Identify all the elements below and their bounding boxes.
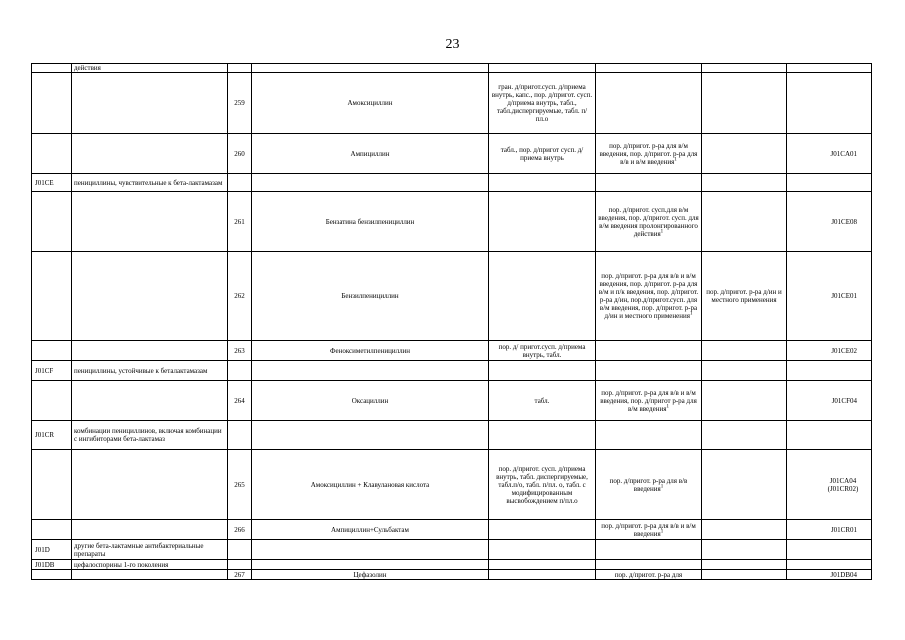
table-row — [32, 560, 872, 570]
atc-group-code — [32, 341, 72, 361]
table-row — [32, 520, 872, 540]
table-row — [32, 450, 872, 520]
injection-forms — [596, 361, 702, 381]
atc-group-code — [32, 520, 72, 540]
forms-text: пор. д/пригот. р-ра для в/в введения — [609, 476, 688, 493]
drug-name: Оксациллин — [252, 381, 489, 421]
group-name — [72, 570, 228, 580]
other-forms — [702, 421, 787, 450]
atc-group-code: J01DB — [32, 560, 72, 570]
atc-group-code — [32, 252, 72, 341]
group-name — [72, 73, 228, 134]
drug-name — [252, 174, 489, 192]
oral-forms — [489, 421, 596, 450]
drug-name: Ампициллин+Сульбактам — [252, 520, 489, 540]
forms-text: пор. д/пригот. р-ра для в/м введения, пор. д/пригот. р-ра для в/в и в/м введения — [599, 141, 698, 166]
drug-name — [252, 64, 489, 73]
oral-forms — [489, 361, 596, 381]
atc-group-code — [32, 134, 72, 174]
injection-forms: пор. д/пригот. р-ра для — [596, 570, 702, 580]
table-row — [32, 174, 872, 192]
oral-forms — [489, 520, 596, 540]
group-name: действия — [72, 64, 228, 73]
group-name: пенициллины, чувствительные к бета-лактамазам — [72, 174, 228, 192]
atc-code: J01CA04 (J01CR02) — [787, 450, 872, 520]
table-row — [32, 252, 872, 341]
table-row — [32, 570, 872, 580]
group-name: другие бета-лактамные антибактериальные препараты — [72, 540, 228, 560]
atc-code: J01CE08 — [787, 192, 872, 252]
drug-name: Ампициллин — [252, 134, 489, 174]
oral-forms — [489, 252, 596, 341]
group-name — [72, 341, 228, 361]
atc-code — [787, 540, 872, 560]
injection-forms — [596, 520, 702, 540]
forms-text: пор. д/пригот. р-ра для в/в и в/м введения — [601, 521, 696, 538]
other-forms — [702, 73, 787, 134]
footnote-mark: 1 — [660, 229, 664, 235]
drug-name — [252, 560, 489, 570]
atc-code — [787, 421, 872, 450]
table-row — [32, 134, 872, 174]
atc-code: J01CA01 — [787, 134, 872, 174]
footnote-mark: 1 — [660, 484, 664, 490]
page-number: 23 — [445, 37, 460, 52]
other-forms — [702, 192, 787, 252]
oral-forms — [489, 570, 596, 580]
footnote-mark: 1 — [674, 157, 677, 163]
injection-forms — [596, 341, 702, 361]
drug-name: Бензилпенициллин — [252, 252, 489, 341]
injection-forms — [596, 73, 702, 134]
group-name — [72, 252, 228, 341]
table-row — [32, 73, 872, 134]
group-name: комбинации пенициллинов, включая комбинации с ингибиторами бета-лактамаз — [72, 421, 228, 450]
atc-group-code — [32, 64, 72, 73]
row-number — [228, 421, 252, 450]
drug-name: Амоксициллин + Клавулановая кислота — [252, 450, 489, 520]
atc-group-code — [32, 381, 72, 421]
footnote-mark: 1 — [689, 311, 693, 317]
footnote-mark: 1 — [660, 529, 664, 535]
table-row — [32, 192, 872, 252]
oral-forms — [489, 560, 596, 570]
row-number: 267 — [228, 570, 252, 580]
injection-forms — [596, 64, 702, 73]
table-row — [32, 421, 872, 450]
row-number — [228, 560, 252, 570]
atc-code: J01CE01 — [787, 252, 872, 341]
injection-forms — [596, 560, 702, 570]
row-number: 265 — [228, 450, 252, 520]
group-name — [72, 450, 228, 520]
atc-group-code: J01CF — [32, 361, 72, 381]
injection-forms — [596, 252, 702, 341]
atc-code — [787, 64, 872, 73]
other-forms — [702, 381, 787, 421]
table-row — [32, 381, 872, 421]
oral-forms: табл., пор. д/пригот сусп. д/приема внутрь — [489, 134, 596, 174]
forms-text: пор. д/пригот. сусп.для в/м введения, пор. д/пригот. сусп. для в/м введения пролонгированного действия — [598, 205, 699, 238]
injection-forms — [596, 134, 702, 174]
atc-group-code: J01CE — [32, 174, 72, 192]
oral-forms: табл. — [489, 381, 596, 421]
group-name — [72, 381, 228, 421]
injection-forms — [596, 540, 702, 560]
other-forms — [702, 560, 787, 570]
injection-forms — [596, 174, 702, 192]
atc-code: J01CR01 — [787, 520, 872, 540]
row-number: 260 — [228, 134, 252, 174]
oral-forms: пор. д/ пригот.сусп. д/приема внутрь, табл. — [489, 341, 596, 361]
row-number: 266 — [228, 520, 252, 540]
drug-name: Амоксициллин — [252, 73, 489, 134]
atc-group-code — [32, 192, 72, 252]
drug-name: Цефазолин — [252, 570, 489, 580]
drug-name: Феноксиметилпенициллин — [252, 341, 489, 361]
other-forms — [702, 341, 787, 361]
drug-table — [31, 63, 872, 580]
atc-code: J01DB04 — [787, 570, 872, 580]
row-number: 262 — [228, 252, 252, 341]
forms-text: пор. д/пригот. р-ра для в/в и в/м введения, пор. д/пригот. р-ра для в/м и п/к введения, пор. д/пригот. р-ра д/ин, пор.д/пригот.сусп. для в/м введения, пор. д/пригот. р-ра д/ин и местного применения — [598, 272, 699, 320]
atc-code — [787, 560, 872, 570]
drug-name — [252, 421, 489, 450]
oral-forms: пор. д/пригот. сусп. д/приема внутрь, табл. диспергируемые, табл.п/о, табл. п/пл. о, табл. с модифицированным высвобождением п/пл.о — [489, 450, 596, 520]
other-forms — [702, 540, 787, 560]
atc-group-code: J01CR — [32, 421, 72, 450]
atc-code: J01CF04 — [787, 381, 872, 421]
table-row — [32, 361, 872, 381]
atc-group-code — [32, 570, 72, 580]
row-number: 261 — [228, 192, 252, 252]
forms-text: пор. д/пригот. р-ра для в/в и в/м введения, пор. д/пригот р-ра для в/м введения — [600, 388, 697, 413]
atc-code — [787, 73, 872, 134]
row-number — [228, 540, 252, 560]
row-number: 264 — [228, 381, 252, 421]
row-number — [228, 64, 252, 73]
row-number: 263 — [228, 341, 252, 361]
other-forms — [702, 520, 787, 540]
other-forms — [702, 134, 787, 174]
oral-forms — [489, 192, 596, 252]
oral-forms — [489, 174, 596, 192]
table-row — [32, 540, 872, 560]
oral-forms — [489, 540, 596, 560]
table-row — [32, 64, 872, 73]
group-name — [72, 192, 228, 252]
other-forms — [702, 450, 787, 520]
oral-forms: гран. д/пригот.сусп. д/приема внутрь, капс., пор. д/пригот. сусп. д/приема внутрь, табл., табл.диспергируемые, табл. п/пл.о — [489, 73, 596, 134]
drug-name: Бензатина бензилпенициллин — [252, 192, 489, 252]
oral-forms — [489, 64, 596, 73]
injection-forms — [596, 421, 702, 450]
other-forms: пор. д/пригот. р-ра д/ин и местного применения — [702, 252, 787, 341]
row-number — [228, 361, 252, 381]
group-name — [72, 134, 228, 174]
drug-name — [252, 361, 489, 381]
row-number: 259 — [228, 73, 252, 134]
other-forms — [702, 64, 787, 73]
atc-group-code — [32, 450, 72, 520]
drug-name — [252, 540, 489, 560]
injection-forms — [596, 192, 702, 252]
atc-group-code: J01D — [32, 540, 72, 560]
footnote-mark: 1 — [666, 404, 669, 410]
group-name — [72, 520, 228, 540]
injection-forms — [596, 450, 702, 520]
other-forms — [702, 361, 787, 381]
group-name: цефалоспорины 1-го поколения — [72, 560, 228, 570]
row-number — [228, 174, 252, 192]
atc-code — [787, 174, 872, 192]
atc-code — [787, 361, 872, 381]
injection-forms — [596, 381, 702, 421]
table-row — [32, 341, 872, 361]
other-forms — [702, 570, 787, 580]
other-forms — [702, 174, 787, 192]
atc-code: J01CE02 — [787, 341, 872, 361]
atc-group-code — [32, 73, 72, 134]
group-name: пенициллины, устойчивые к беталактамазам — [72, 361, 228, 381]
